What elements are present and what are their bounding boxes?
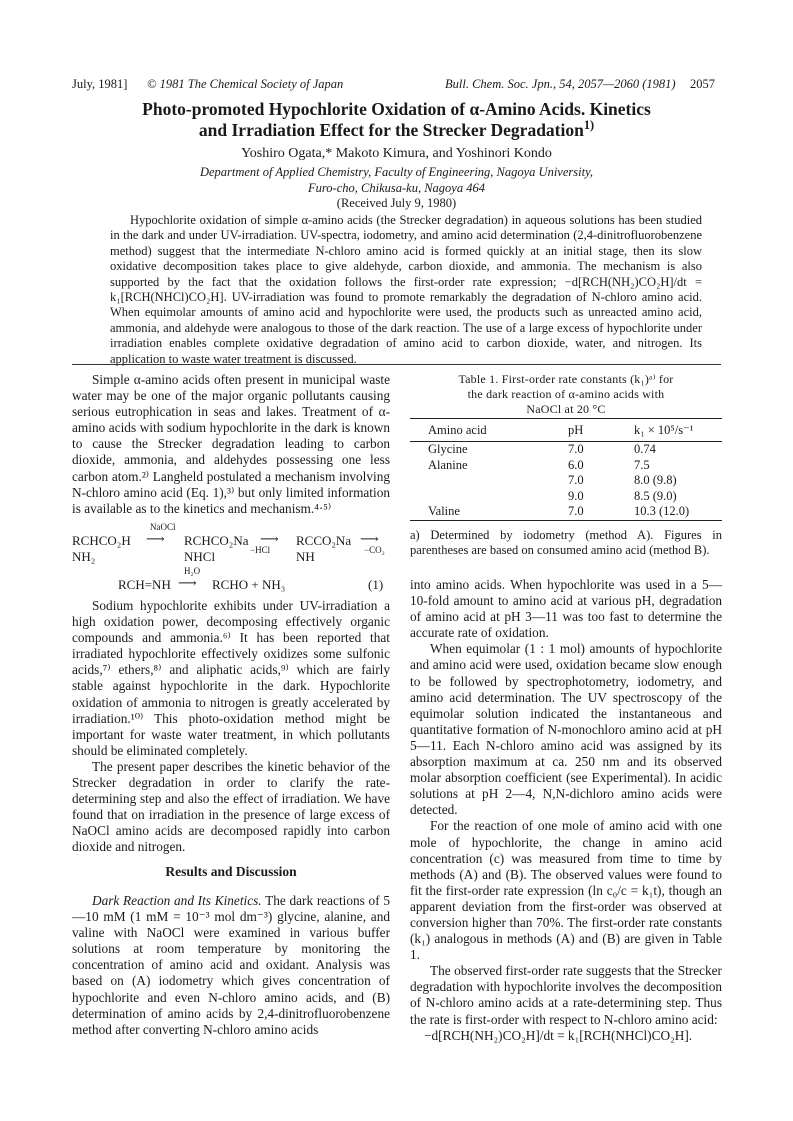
affiliation-line-2: Furo-cho, Chikusa-ku, Nagoya 464: [308, 181, 485, 195]
header-copyright: © 1981 The Chemical Society of Japan: [147, 77, 344, 91]
rate-equation: −d[RCH(NH₂)CO₂H]/dt = k₁[RCH(NHCl)CO₂H].: [424, 1027, 693, 1043]
table-row: [410, 504, 722, 520]
table-cell: [410, 473, 568, 489]
table-header-cell: k₁ × 10⁵/s⁻¹: [634, 423, 694, 437]
abstract: [110, 213, 702, 367]
table-cell: Glycine: [428, 442, 468, 457]
table-cell: 7.0: [568, 504, 584, 519]
affiliation: [0, 164, 793, 196]
table-row: [410, 489, 722, 505]
eq-intermediate-1: RCHCO₂Na: [184, 533, 249, 548]
eq-reagent-naocl: NaOCl: [150, 522, 176, 532]
header-journal: Bull. Chem. Soc. Jpn., 54, 2057—2060 (1981): [445, 77, 676, 91]
equation-1: [72, 522, 390, 605]
table-1: [410, 418, 722, 521]
table-header-cell: Amino acid: [428, 422, 487, 437]
intro-paragraph-1-text: Simple α-amino acids often present in municipal waste water may be one of the major organic pollutants causing serious eutrophication in seas and lakes. Treatment of α-amino acids with sodium hypochlorite in the dark is known to cause the Strecker degradation leading to carbon dioxide, ammonia, and aldehydes possessing one less carbon atom.²⁾ Langheld postulated a mechanism involving N-chloro amino acid (Eq. 1),³⁾ but only limited information is available as to the kinetics and mechanism.⁴·⁵⁾: [72, 372, 390, 516]
table-row: [410, 473, 722, 489]
eq-products: RCHO + NH₃: [212, 577, 286, 592]
table-header-row: [410, 419, 722, 442]
table-cell: 8.0 (9.8): [634, 473, 677, 488]
received-date: (Received July 9, 1980): [336, 196, 457, 210]
eq-arrow-2: ⟶: [260, 531, 279, 546]
section-heading: Results and Discussion: [165, 864, 297, 879]
right-column-text: [410, 577, 722, 1044]
eq-intermediate-2: RCCO₂Na: [296, 533, 352, 548]
table-1-title: [410, 372, 722, 417]
intro-paragraph-3-text: The present paper describes the kinetic behavior of the Strecker degradation in order to clarify the rate-determining step and also the effect of irradiation. We have found that on irradiation in the presence of large excess of NaOCl amino acids are decomposed rapidly into carbon dioxide and nitrogen.: [72, 758, 390, 855]
intro-paragraph-1: [72, 372, 390, 517]
eq-minus-hcl: −HCl: [250, 545, 271, 555]
title-line-2: [40, 120, 753, 141]
table-cell: 8.5 (9.0): [634, 488, 677, 503]
abstract-text: Hypochlorite oxidation of simple α-amino acids (the Strecker degradation) in aqueous solutions has been studied in the dark and under UV-irradiation. UV-spectra, iodometry, and amino acid determination (2,4-dinitrofluorobenzene method) suggest that the intermediate N-chloro amino acid is formed quickly at an initial stage, then its slow oxidative decomposition takes place to give aldehyde, carbon dioxide, and ammonia. The mechanism is also supported by the fact that the oxidation follows the first-order rate expression; −d[RCH(NH₂)CO₂H]/dt = k₁[RCH(NHCl)CO₂H]. UV-irradiation was found to promote remarkably the degradation of N-chloro amino acid. When equimolar amounts of amino acid and hypochlorite were used, the products such as unreacted amino acid, ammonia, and aldehyde were analogous to those of the dark reaction. The use of a large excess of hypochlorite under irradiation enables complete oxidative degradation of amino acid to carbon dioxide, water, and nitrogen. Its application to waste water treatment is discussed.: [110, 213, 702, 366]
affiliation-line-1: Department of Applied Chemistry, Faculty of Engineering, Nagoya University,: [199, 165, 594, 179]
title-footnote-ref: 1): [583, 118, 595, 133]
eq-intermediate-1-substituent: NHCl: [184, 549, 216, 564]
eq-arrow-3: ⟶: [360, 531, 379, 546]
table-header-cell: pH: [568, 422, 584, 437]
dark-reaction-subheading: Dark Reaction and Its Kinetics.: [92, 893, 262, 908]
eq-minus-co2: −CO₂: [364, 545, 385, 555]
title-line-2-text: and Irradiation Effect for the Strecker Degradation: [198, 120, 584, 140]
table-cell: 7.5: [634, 457, 650, 472]
title-line-1: Photo-promoted Hypochlorite Oxidation of α-Amino Acids. Kinetics: [142, 99, 651, 119]
table-row: [410, 442, 722, 458]
eq-imine: RCH=NH: [118, 577, 171, 592]
header-date: July, 1981]: [72, 77, 128, 91]
right-paragraph-1: into amino acids. When hypochlorite was used in a 5—10-fold amount to amino acid at various pH, degradation of amino acid at pH 3—11 was too fast to determine the accurate rate of oxidation.: [410, 577, 722, 641]
right-paragraph-3: For the reaction of one mole of amino acid with one mole of hypochlorite, the change in amino acid concentration (c) was measured from time to time by methods (A) and (B). The observed values were found to fit the first-order rate expression (ln c₀/c = k₁t), though an apparent deviation from the first-order was observed at conversion higher than 70%. The first-order rate constants (k₁) analogous in methods (A) and (B) are given in Table 1.: [410, 818, 722, 963]
eq-intermediate-2-substituent: NH: [296, 549, 315, 564]
right-paragraph-2: When equimolar (1 : 1 mol) amounts of hypochlorite and amino acid were used, oxidation became slow enough to be followed by spectrophotometry, iodometry, and amino acid determination. The UV spectroscopy of the equimolar solution indicated the instantaneous and quantitative formation of N-monochloro amino acid at pH 5—11. Each N-chloro amino acid was assigned by its absorption maximum at ca. 250 nm and its observed molar absorption coefficient (see Experimental). In acidic solutions at pH 2—4, N,N-dichloro amino acids were detected.: [410, 641, 722, 818]
intro-paragraph-2-text: Sodium hypochlorite exhibits under UV-irradiation a high oxidation power, decomposing effectively organic compounds and ammonia.⁶⁾ It has been reported that irradiated hypochlorite effectively oxidizes some sulfonic acids,⁷⁾ ethers,⁸⁾ and aliphatic acids,⁹⁾ which are fairly stable against hypochlorite in the dark. Hypochlorite oxidation of ammonia to nitrogen is greatly accelerated by irradiation.¹⁰⁾ This photo-oxidation method might be important for waste water treatment, in which pollutants should be eliminated completely.: [72, 598, 390, 758]
table-cell: 7.0: [568, 442, 584, 457]
table-1-footnote: a) Determined by iodometry (method A). Figures in parentheses are based on consumed amino acid (method B).: [410, 528, 722, 557]
table-cell: [410, 489, 568, 505]
eq-reagent-water: H₂O: [184, 566, 201, 576]
authors: Yoshiro Ogata,* Makoto Kimura, and Yoshinori Kondo: [241, 146, 552, 161]
table-1-title-line-3: NaOCl at 20 °C: [526, 402, 606, 416]
eq-reactant-substituent: NH₂: [72, 549, 96, 564]
abstract-divider: [72, 364, 721, 365]
table-cell: 10.3 (12.0): [634, 504, 690, 519]
right-paragraph-4: The observed first-order rate suggests that the Strecker degradation with hypochlorite involves the decomposition of N-chloro amino acids at a rate-determining step. Thus the rate is first-order with respect to N-chloro amino acid:: [410, 963, 722, 1027]
table-row: [410, 458, 722, 474]
table-cell: 9.0: [568, 488, 584, 503]
eq-arrow-1: ⟶: [146, 531, 165, 546]
eq-arrow-4: ⟶: [178, 575, 197, 590]
eq-reactant: RCHCO₂H: [72, 533, 131, 548]
intro-paragraph-2: [72, 598, 390, 856]
article-title: [40, 99, 753, 141]
table-cell: 6.0: [568, 457, 584, 472]
table-1-title-line-1: Table 1. First-order rate constants (k₁)ᵃ⁾ for: [458, 372, 674, 386]
table-cell: Alanine: [428, 457, 468, 472]
table-cell: Valine: [428, 504, 460, 519]
table-cell: 7.0: [568, 473, 584, 488]
dark-reaction-paragraph: [72, 893, 390, 1038]
dark-reaction-text: The dark reactions of 5—10 mM (1 mM = 10⁻³ mol dm⁻³) glycine, alanine, and valine with NaOCl were examined in various buffer solutions at room temperature by monitoring the concentration of amino acid and oxidant. Analysis was based on (A) iodometry which gives concentration of hypochlorite and even N-chloro amino acids, and (B) determination of amino acids by 2,4-dinitrofluorobenzene method after converting N-chloro amino acids: [72, 893, 390, 1037]
table-1-title-line-2: the dark reaction of α-amino acids with: [467, 387, 665, 401]
table-cell: 0.74: [634, 442, 656, 457]
eq-number: (1): [368, 577, 384, 592]
header-page-number: 2057: [690, 77, 715, 91]
